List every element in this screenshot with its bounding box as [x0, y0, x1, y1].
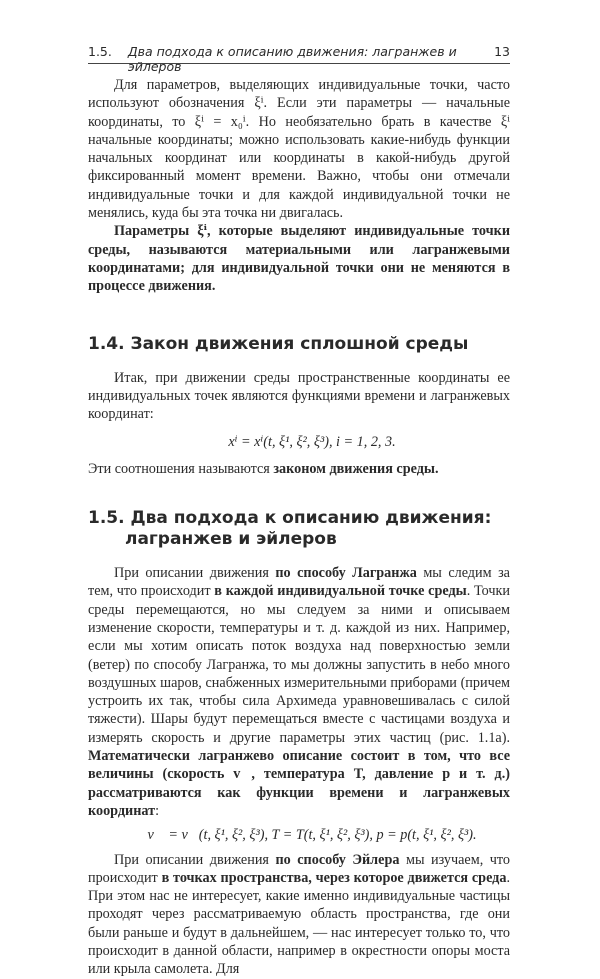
spacer [88, 296, 510, 334]
paragraph-euler [88, 851, 510, 979]
paragraph-definition [88, 222, 510, 295]
term-individual-point: в каждой индивидуальной точке среды [214, 583, 467, 600]
section-heading-1-5 [88, 508, 510, 550]
paragraph-law-name [88, 460, 510, 478]
text-run: . При этом нас не интересует, какие именно индивидуальные частицы проходят через рассматриваемую область пространства, где они были раньше и будут в дальнейшем, — нас интересует только то, что происходит в данной области, например в окрестности опоры моста или крыла самолета. Для [88, 869, 510, 978]
term-euler: по способу Эйлера [275, 851, 400, 868]
text-run: . Точки среды перемещаются, но мы следуем за ними и описываем изменение скорости, температуры и т. д. каждой из них. Например, если мы хотим описать поток воздуха над поверхностью земли (ветер) по способу Лагранжа, то мы должны запустить в небо много воздушных шаров, снабженных измерительными приборами (причем устроить их так, чтобы сила Архимеда уравновешивалась с силой тяжести). Шары будут перемещаться вместе с частицами воздуха и измерять скорость и другие параметры этих частиц (рис. 1.1а). [88, 583, 510, 746]
text-run: мы изучаем, что происходит [88, 851, 511, 886]
page-number: 13 [494, 44, 510, 59]
spacer [88, 478, 510, 508]
header-rule [88, 63, 510, 64]
section-title-line1: Два подхода к описанию движения: [130, 508, 492, 529]
definition-text: Параметры ξⁱ, которые выделяют индивидуальные точки среды, называются материальными или лагранжевыми координатами; для индивидуальной точки они не меняются в процессе движения. [88, 223, 510, 295]
term-space-points: в точках пространства, через которое движется среда [161, 869, 507, 886]
text-run: При описании движения [114, 565, 269, 582]
running-head-title: Два подхода к описанию движения: лагранжев и эйлеров [127, 44, 457, 74]
running-head-section: 1.5. [88, 44, 112, 59]
text-run: : [155, 802, 160, 819]
section-number: 1.4. [88, 333, 125, 354]
spacer [88, 423, 510, 433]
running-head [88, 44, 510, 74]
formula-lagrange-fields: v⃗ = v⃗(t, ξ¹, ξ², ξ³), T = T(t, ξ¹, ξ², ξ³), p = p(t, ξ¹, ξ², ξ³). [147, 827, 477, 844]
section-title: Закон движения сплошной среды [130, 333, 469, 354]
spacer [88, 452, 510, 460]
paragraph-law-intro: Итак, при движении среды пространственные координаты ее индивидуальных точек являются функциями времени и лагранжевых координат: [88, 369, 510, 423]
spacer [88, 550, 510, 564]
spacer [88, 355, 510, 369]
page-body [88, 76, 510, 979]
law-prefix: Эти соотношения называются [88, 460, 270, 477]
law-term: законом движения среды. [273, 460, 439, 477]
formula-law-of-motion: xⁱ = xⁱ(t, ξ¹, ξ², ξ³), i = 1, 2, 3. [228, 434, 396, 451]
section-number: 1.5. [88, 508, 125, 529]
text-run: При описании движения [114, 851, 269, 868]
lagrange-definition: Математически лагранжево описание состоит в том, что все величины (скорость v⃗, температура T, давление p и т. д.) рассматриваются как функции времени и лагранжевых координат [88, 748, 510, 819]
paragraph-params: Для параметров, выделяющих индивидуальные точки, часто используют обозначения ξⁱ. Если эти параметры — начальные координаты, то ξⁱ = x₀ⁱ. Но необязательно брать в качестве ξⁱ начальные координаты; можно использовать какие-нибудь функции начальных координат или координаты в какой-нибудь другой фиксированный момент времени. Важно, чтобы они отмечали индивидуальные точки и для каждой индивидуальной точки не менялись, куда бы эта точка ни двигалась. [88, 77, 510, 222]
section-title-line2: лагранжев и эйлеров [125, 529, 337, 550]
section-heading-1-4 [88, 334, 510, 355]
paragraph-lagrange [88, 564, 510, 820]
text-run: мы следим за тем, что происходит [88, 565, 510, 600]
term-lagrange: по способу Лагранжа [275, 565, 417, 582]
